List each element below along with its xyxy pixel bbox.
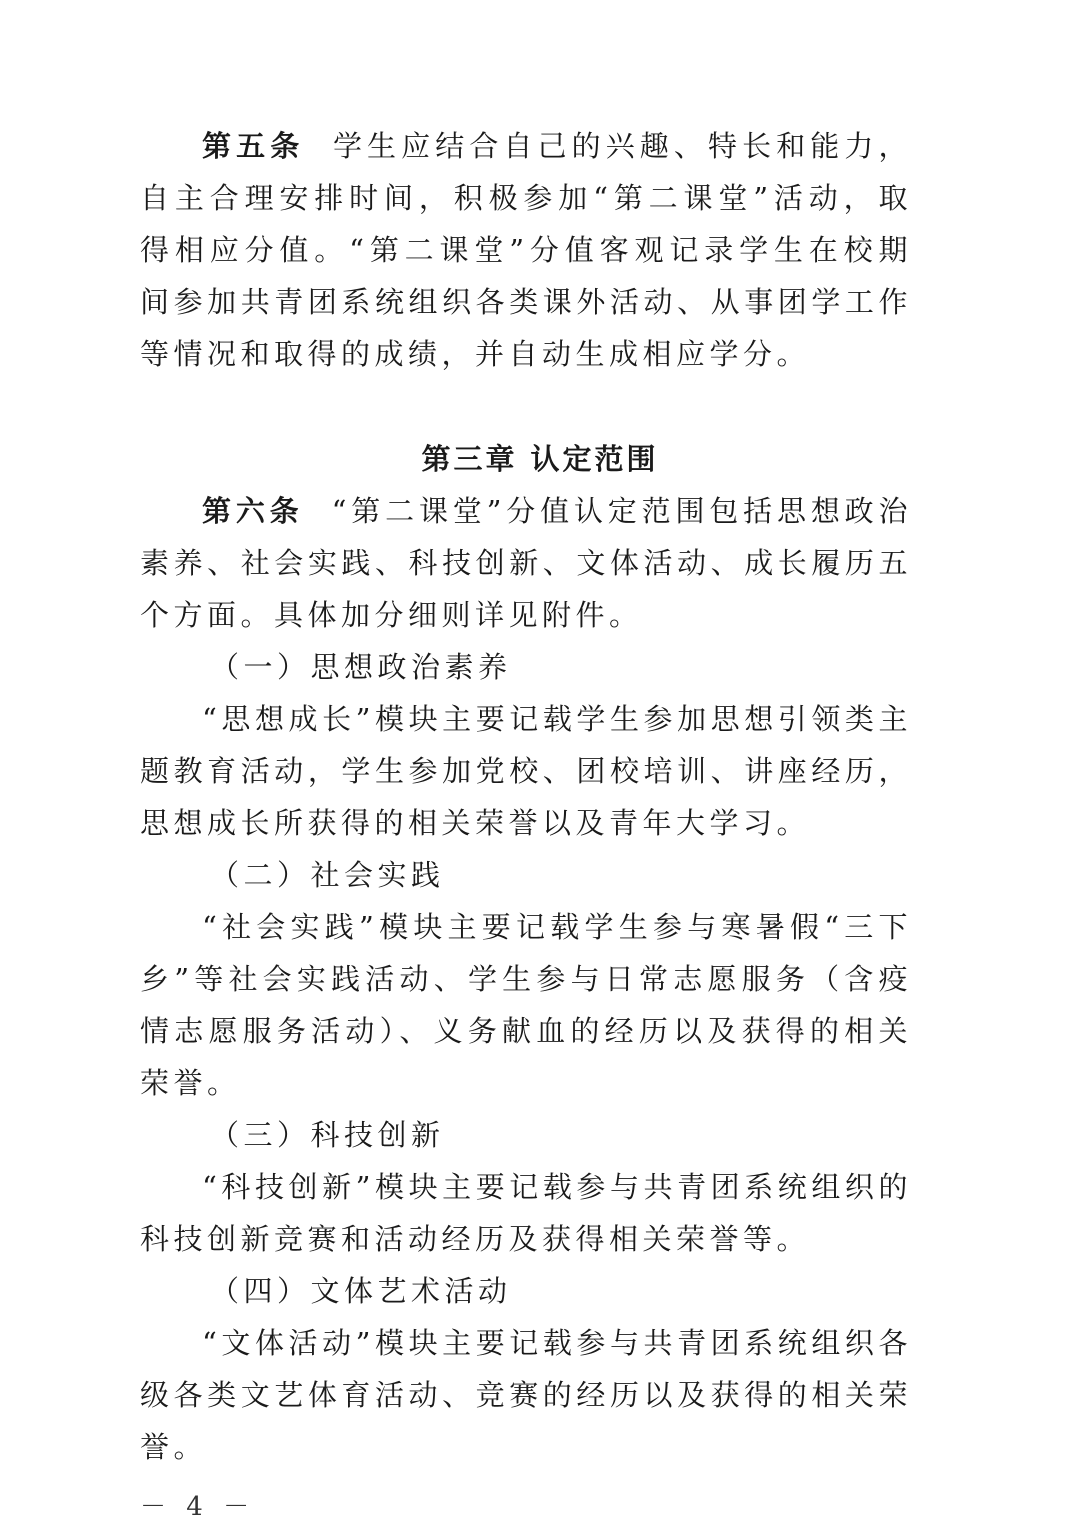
section-1-body: “思想成长”模块主要记载学生参加思想引领类主题教育活动，学生参加党校、团校培训、讲座经历，思想成长所获得的相关荣誉以及青年大学习。 xyxy=(140,702,912,840)
article-6-paragraph xyxy=(140,485,912,641)
page-number: － 4 － xyxy=(140,1492,256,1522)
section-3-body: “科技创新”模块主要记载参与共青团系统组织的科技创新竞赛和活动经历及获得相关荣誉等。 xyxy=(140,1170,912,1256)
section-2-body: “社会实践”模块主要记载学生参与寒暑假“三下乡”等社会实践活动、学生参与日常志愿服务（含疫情志愿服务活动）、义务献血的经历以及获得的相关荣誉。 xyxy=(140,910,912,1100)
chapter-3-heading: 第三章 认定范围 xyxy=(421,442,659,476)
article-5-text: 学生应结合自己的兴趣、特长和能力，自主合理安排时间，积极参加“第二课堂”活动，取得相应分值。“第二课堂”分值客观记录学生在校期间参加共青团系统组织各类课外活动、从事团学工作等情况和取得的成绩，并自动生成相应学分。 xyxy=(140,129,912,371)
article-5-paragraph xyxy=(140,120,912,380)
article-6-block xyxy=(140,485,912,1473)
section-3-heading: （三）科技创新 xyxy=(210,1118,445,1152)
section-2-heading: （二）社会实践 xyxy=(210,858,445,892)
section-4-body: “文体活动”模块主要记载参与共青团系统组织各级各类文艺体育活动、竞赛的经历以及获得的相关荣誉。 xyxy=(140,1326,912,1464)
article-5-block xyxy=(140,120,912,380)
article-6-label: 第六条 xyxy=(202,494,304,528)
section-4-heading: （四）文体艺术活动 xyxy=(210,1274,512,1308)
article-5-label: 第五条 xyxy=(202,129,305,163)
section-1-heading: （一）思想政治素养 xyxy=(210,650,512,684)
article-6-text: “第二课堂”分值认定范围包括思想政治素养、社会实践、科技创新、文体活动、成长履历五个方面。具体加分细则详见附件。 xyxy=(140,494,912,632)
